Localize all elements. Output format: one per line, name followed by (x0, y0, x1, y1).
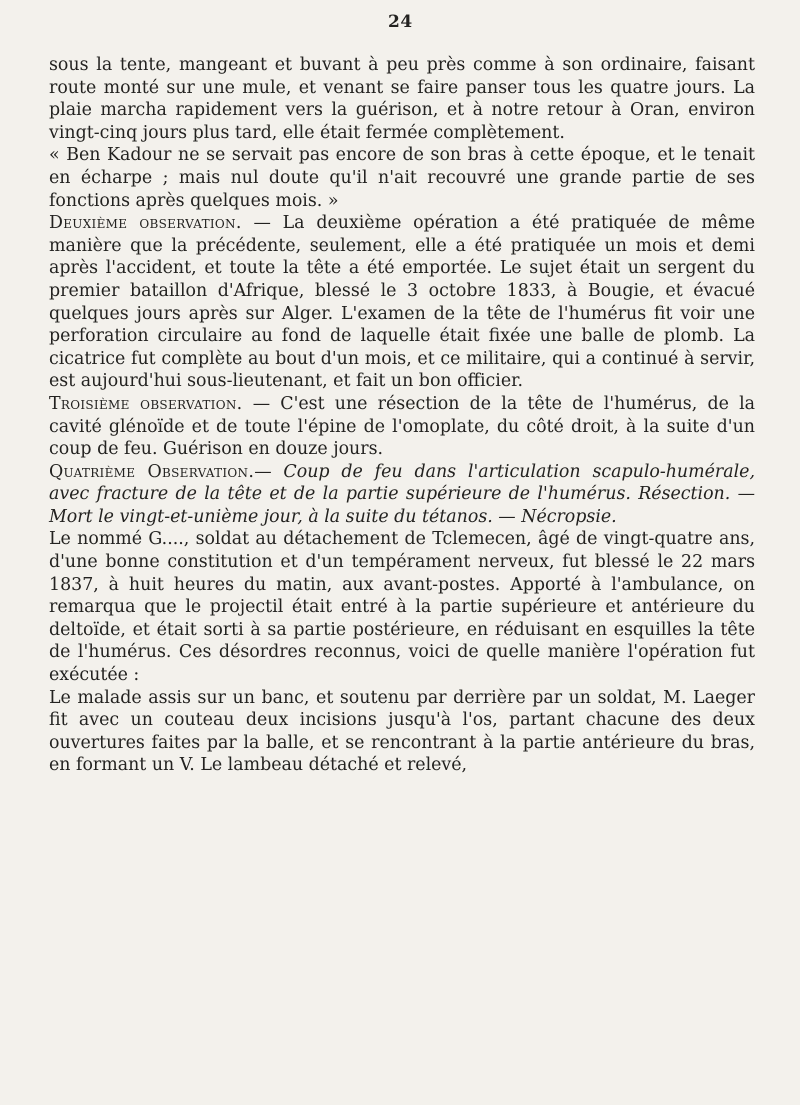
observation-3-text: — C'est une résection de la tête de l'humérus, de la cavité glénoïde et de toute l'épine de l'omoplate, du côté droit, à la suite d'un coup de feu. Guérison en douze jours. (49, 393, 755, 460)
body-text (49, 54, 755, 777)
observation-4-summary: — Coup de feu dans l'articulation scapulo-humérale, avec fracture de la tête et de la partie supérieure de l'humérus. Résection. — Mort le vingt-et-unième jour, à la suite du tétanos. — Nécropsie. (49, 461, 755, 527)
page-number: 24 (388, 12, 413, 32)
paragraph-1: sous la tente, mangeant et buvant à peu près comme à son ordinaire, faisant route monté sur une mule, et venant se faire panser tous les quatre jours. La plaie marcha rapidement vers la guérison, et à notre retour à Oran, environ vingt-cinq jours plus tard, elle était fermée complètement. (49, 55, 755, 143)
paragraph-5 (49, 461, 755, 529)
paragraph-2: « Ben Kadour ne se servait pas encore de son bras à cette époque, et le tenait en écharpe ; mais nul doute qu'il n'ait recouvré une grande partie de ses fonctions après quelques mois. » (49, 145, 755, 211)
paragraph-3 (49, 212, 755, 393)
paragraph-7: Le malade assis sur un banc, et soutenu par derrière par un soldat, M. Laeger fit avec un couteau deux incisions jusqu'à l'os, partant chacune des deux ouvertures faites par la balle, et se rencontrant à la partie antérieure du bras, en formant un V. Le lambeau détaché et relevé, (49, 687, 755, 776)
observation-4-heading: Quatrième Observation. (49, 461, 255, 482)
observation-2-text: — La deuxième opération a été pratiquée de même manière que la précédente, seulement, elle a été pratiquée un mois et demi après l'accident, et toute la tête a été emportée. Le sujet était un sergent du premier bataillon d'Afrique, blessé le 3 octobre 1833, à Bougie, et évacué quelques jours après sur Alger. L'examen de la tête de l'humérus fit voir une perforation circulaire au fond de laquelle était fixée une balle de plomb. La cicatrice fut complète au bout d'un mois, et ce militaire, qui a continué à servir, est aujourd'hui sous-lieutenant, et fait un bon officier. (49, 213, 756, 392)
paragraph-4 (49, 393, 755, 461)
observation-2-heading: Deuxième observation. (49, 213, 242, 234)
observation-3-heading: Troisième observation. (49, 393, 243, 414)
paragraph-6: Le nommé G...., soldat au détachement de Tclemecen, âgé de vingt-quatre ans, d'une bonne constitution et d'un tempérament nerveux, fut blessé le 22 mars 1837, à huit heures du matin, aux avant-postes. Apporté à l'ambulance, on remarqua que le projectil était entré à la partie supérieure et antérieure du deltoïde, et était sorti à sa partie postérieure, en réduisant en esquilles la tête de l'humérus. Ces désordres reconnus, voici de quelle manière l'opération fut exécutée : (49, 529, 755, 686)
